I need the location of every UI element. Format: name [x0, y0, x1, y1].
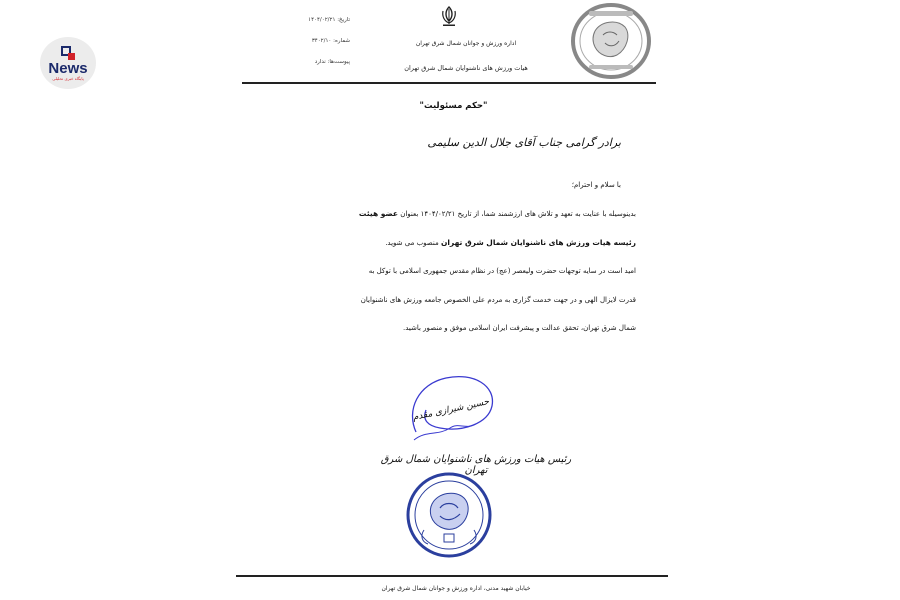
letter-attachment: پیوست‌ها: ندارد	[314, 59, 350, 65]
body-line-4: قدرت لایزال الهی و در جهت خدمت گزاری به مردم علی الخصوص جامعه ورزش های ناشنوایان	[360, 296, 636, 304]
body-line-1-text: بدینوسیله با عنایت به تعهد و تلاش های ارزشمند شما، از تاریخ ۱۴۰۴/۰۲/۲۱ بعنوان	[397, 210, 636, 218]
greeting: با سلام و احترام؛	[571, 181, 621, 189]
signatory-name: حسین شیرازی مقدم	[411, 397, 491, 423]
salutation: برادر گرامی جناب آقای جلال الدین سلیمی	[427, 136, 621, 149]
board-seal-logo	[567, 1, 655, 81]
body-line-1-bold: عضو هیئت	[358, 209, 398, 218]
header-divider	[242, 82, 656, 84]
board-name: هیات ورزش های ناشنوایان شمال شرق تهران	[404, 64, 528, 72]
body-line-5: شمال شرق تهران، تحقق عدالت و پیشرفت ایران اسلامی موفق و منصور باشید.	[402, 324, 636, 332]
letter-number: شماره: ۳۴۰۲/۱۰	[311, 38, 350, 44]
letter-title: "حکم مسئولیت"	[419, 101, 488, 111]
body-line-2-text: منصوب می شوید.	[385, 239, 441, 247]
footer-divider	[236, 575, 668, 577]
signatory-title: رئیس هیات ورزش های ناشنوایان شمال شرق تهران	[380, 454, 572, 476]
body-line-1	[266, 209, 636, 219]
news-logo-tagline: پایگاه خبری تحلیلی	[52, 75, 84, 81]
official-stamp	[404, 470, 494, 560]
letter-meta	[260, 16, 350, 79]
news-logo-word: News	[48, 59, 88, 77]
letter-footer-address: خیابان شهید مدنی، اداره ورزش و جوانان شمال شرق تهران	[381, 585, 531, 592]
body-line-2	[266, 238, 636, 248]
news-watermark-logo	[40, 37, 96, 89]
department-name: اداره ورزش و جوانان شمال شرق تهران	[415, 40, 517, 47]
body-line-2-bold: رئیسه هیات ورزش های ناشنوایان شمال شرق تهران	[440, 238, 636, 247]
body-line-3: امید است در سایه توجهات حضرت ولیعصر (عج) در نظام مقدس جمهوری اسلامی با توکل به	[368, 267, 636, 275]
news-logo-icon	[61, 46, 75, 60]
national-emblem-icon	[439, 5, 459, 27]
official-letter	[236, 0, 668, 600]
letter-date: تاریخ: ۱۴۰۴/۰۲/۲۱	[308, 17, 350, 23]
